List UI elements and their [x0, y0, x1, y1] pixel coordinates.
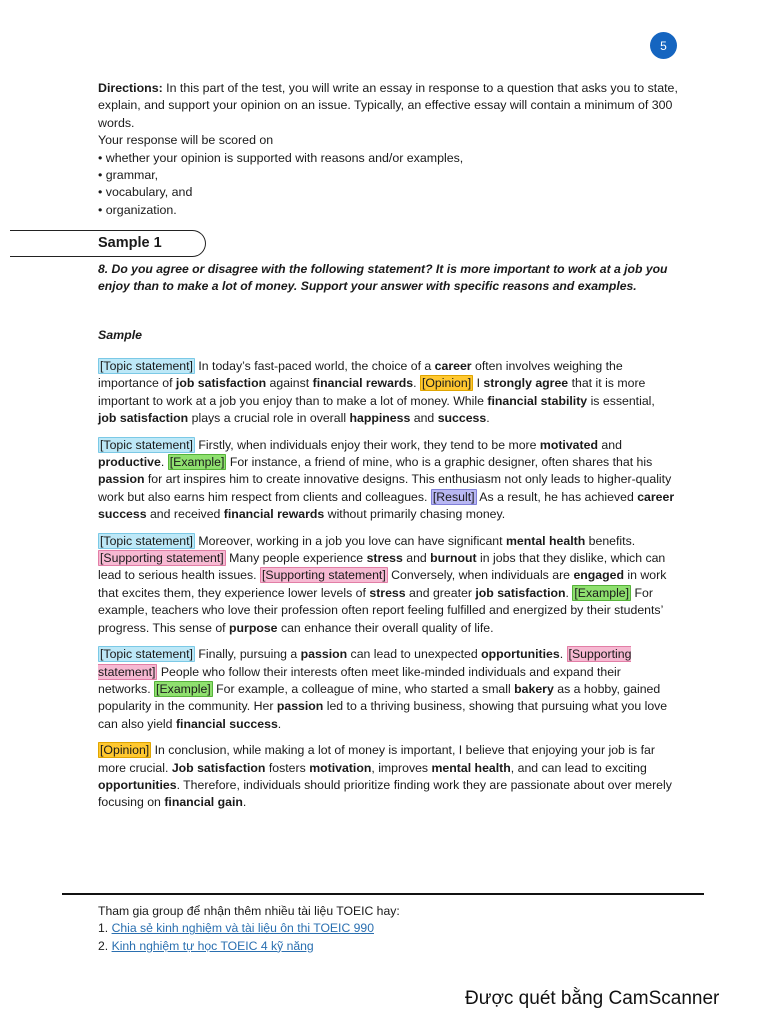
keyword: financial rewards: [223, 507, 325, 522]
essay-text: For example, a colleague of mine, who started a small: [212, 681, 515, 696]
sample-heading: Sample 1: [98, 235, 162, 251]
essay-text: that it is more important to work at a job you enjoy than to make a lot of money. While: [98, 376, 646, 408]
essay-text: often involves weighing the importance of: [98, 359, 623, 391]
criteria-item: • organization.: [98, 202, 177, 217]
keyword: opportunities: [98, 777, 177, 792]
keyword: job satisfaction: [475, 585, 566, 600]
essay-text: without primarily chasing money.: [324, 507, 506, 522]
essay-text: In conclusion, while making a lot of money is important, I believe that enjoying your job is far more crucial.: [98, 743, 655, 775]
keyword: happiness: [349, 411, 411, 426]
page-number-badge: 5: [650, 32, 677, 59]
essay-text: . Therefore, individuals should prioritize finding work they are passionate about over merely focusing on: [98, 777, 672, 810]
essay-text: Finally, pursuing a: [194, 647, 301, 662]
essay-text: In today’s fast-paced world, the choice of a: [194, 359, 435, 373]
footer-link-row: [98, 938, 400, 955]
keyword: burnout: [430, 551, 477, 566]
keyword: financial rewards: [312, 376, 414, 391]
essay-paragraph: [98, 437, 676, 524]
directions-text: In this part of the test, you will write an essay in response to a question that asks you to state, explain, and support your opinion on an issue. Typically, an effective essay will contain a minimum of 300 words.: [98, 81, 678, 130]
essay-text: For instance, a friend of mine, who is a graphic designer, often shares that his: [226, 455, 653, 470]
essay-text: and received: [146, 507, 224, 522]
footer-link-number: 2.: [98, 938, 112, 953]
essay-text: as a hobby, gained popularity in the community. Her: [98, 681, 661, 714]
keyword: job satisfaction: [175, 376, 267, 391]
essay-text: against: [266, 376, 313, 391]
keyword: motivated: [539, 437, 598, 452]
keyword: mental health: [505, 533, 586, 548]
annotation-tag-opinion: [Opinion]: [421, 376, 472, 391]
criteria-item: • vocabulary, and: [98, 185, 193, 200]
keyword: engaged: [573, 568, 625, 583]
essay-paragraph: [98, 358, 676, 428]
essay-text: can enhance their overall quality of life.: [277, 620, 494, 635]
essay-text: Firstly, when individuals enjoy their work, they tend to be more: [194, 437, 540, 452]
keyword: job satisfaction: [98, 411, 189, 426]
keyword: motivation: [309, 760, 372, 775]
footer-intro: Tham gia group để nhận thêm nhiều tài liệu TOEIC hay:: [98, 904, 400, 918]
directions-label: Directions:: [98, 81, 163, 95]
essay-text: I: [473, 376, 484, 391]
keyword: passion: [98, 472, 145, 487]
keyword: productive: [98, 455, 161, 470]
keyword: stress: [369, 585, 406, 600]
footer-link-row: [98, 920, 400, 937]
essay-text: .: [242, 795, 247, 810]
annotation-tag-example: [Example]: [574, 585, 630, 600]
essay-text: .: [559, 647, 567, 662]
essay-text: Conversely, when individuals are: [387, 568, 574, 583]
footer-link-self-study[interactable]: Kinh nghiệm tự học TOEIC 4 kỹ năng: [111, 938, 314, 953]
essay-text: led to a thriving business, showing that pursuing what you love can also yield: [98, 699, 668, 731]
essay-text: As a result, he has achieved: [476, 489, 638, 504]
annotation-tag-support: [Supporting statement]: [98, 647, 632, 679]
essay-text: .: [565, 585, 573, 600]
scored-on-text: Your response will be scored on: [98, 133, 274, 148]
essay-text: benefits.: [585, 533, 636, 548]
camscanner-watermark: Được quét bằng CamScanner: [465, 988, 720, 1009]
keyword: financial gain: [164, 795, 243, 810]
essay-text: Many people experience: [225, 551, 367, 566]
keyword: passion: [300, 647, 348, 662]
essay-text: and: [597, 437, 622, 452]
keyword: financial success: [175, 716, 278, 731]
essay-text: is essential,: [587, 393, 655, 408]
essay-paragraph: [98, 646, 676, 733]
essay-text: can lead to unexpected: [347, 647, 482, 662]
keyword: career success: [98, 489, 675, 522]
essay-text: People who follow their interests often meet like-minded individuals and expand their networks.: [98, 664, 621, 696]
keyword: financial stability: [487, 393, 588, 408]
keyword: Job satisfaction: [171, 760, 266, 775]
keyword: passion: [276, 699, 324, 714]
essay-paragraph: [98, 533, 676, 637]
essay-text: in work that excites them, they experience lower levels of: [98, 568, 667, 600]
annotation-tag-result: [Result]: [432, 489, 475, 504]
essay-question: 8. Do you agree or disagree with the following statement? It is more important to work at a job you enjoy than to make a lot of money. Support your answer with specific reasons and examples.: [98, 262, 668, 294]
annotation-tag-support: [Supporting statement]: [262, 568, 386, 583]
footer-link-experience-990[interactable]: Chia sẻ kinh nghiệm và tài liệu ôn thi TOEIC 990: [111, 921, 374, 936]
keyword: success: [437, 411, 487, 426]
directions-block: [98, 80, 678, 219]
essay-text: Moreover, working in a job you love can have significant: [194, 533, 506, 548]
essay-text: and: [410, 411, 438, 426]
annotation-tag-topic: [Topic statement]: [100, 533, 193, 548]
criteria-item: • whether your opinion is supported with reasons and/or examples,: [98, 150, 464, 165]
essay-text: and: [402, 551, 431, 566]
essay-paragraph: [98, 742, 676, 812]
essay-body: [98, 358, 676, 821]
annotation-tag-topic: [Topic statement]: [100, 359, 193, 373]
essay-text: , and can lead to exciting: [510, 760, 647, 775]
footer-divider: [62, 893, 704, 895]
essay-text: .: [277, 716, 282, 731]
essay-text: For example, teachers who love their profession often report feeling fulfilled and energized by their students’ progress. This sense of: [98, 585, 663, 635]
criteria-item: • grammar,: [98, 168, 159, 183]
annotation-tag-opinion: [Opinion]: [100, 743, 150, 758]
essay-text: .: [413, 376, 420, 391]
essay-text: plays a crucial role in overall: [188, 411, 350, 426]
sample-label: Sample: [98, 328, 143, 342]
essay-text: and greater: [405, 585, 476, 600]
keyword: opportunities: [481, 647, 560, 662]
keyword: career: [434, 359, 472, 373]
keyword: mental health: [431, 760, 511, 775]
essay-text: in jobs that they dislike, which can lead to serious health issues.: [98, 551, 666, 583]
keyword: purpose: [229, 620, 278, 635]
essay-text: .: [486, 411, 490, 426]
essay-text: , improves: [371, 760, 432, 775]
essay-text: fosters: [265, 760, 310, 775]
directions-intro: [98, 80, 678, 132]
annotation-tag-topic: [Topic statement]: [100, 437, 193, 452]
annotation-tag-topic: [Topic statement]: [100, 647, 193, 662]
footer-link-number: 1.: [98, 921, 112, 936]
keyword: strongly agree: [483, 376, 569, 391]
annotation-tag-example: [Example]: [169, 455, 225, 470]
keyword: bakery: [514, 681, 554, 696]
keyword: stress: [366, 551, 403, 566]
annotation-tag-example: [Example]: [156, 681, 211, 696]
footer: [98, 903, 400, 955]
essay-text: .: [160, 455, 168, 470]
essay-text: for art inspires him to create innovative designs. This enthusiasm not only leads to higher-quality work but also earns him respect from clients and colleagues.: [98, 472, 672, 504]
sample-heading-tab: [10, 230, 206, 257]
annotation-tag-support: [Supporting statement]: [100, 551, 224, 566]
